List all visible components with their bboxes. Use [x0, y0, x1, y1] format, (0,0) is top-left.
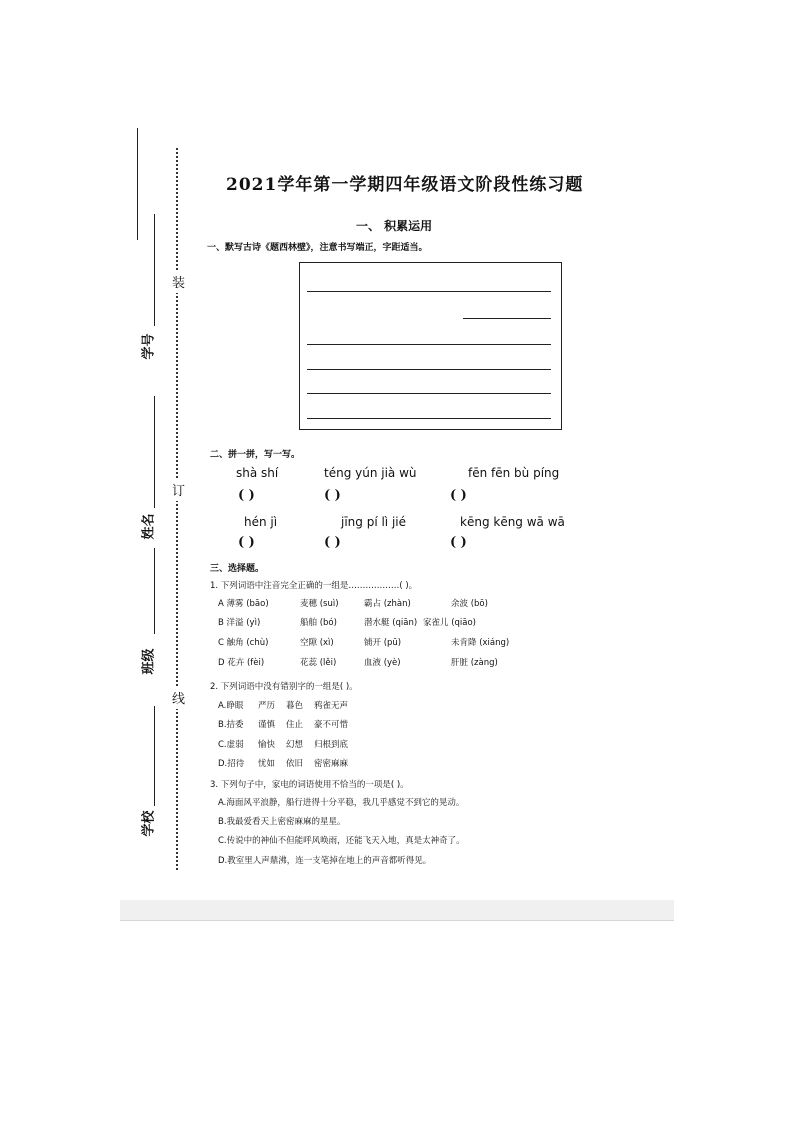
option-cell: 未肯降 (xiáng): [451, 638, 510, 648]
option-cell: 空隙 (xì): [300, 638, 334, 648]
sentence-option: B.我最爱看天上密密麻麻的星星。: [218, 817, 346, 827]
option-cell: 幻想: [286, 740, 304, 750]
option-cell: 归根到底: [314, 740, 349, 750]
student-id-label: 学号: [141, 333, 157, 360]
option-cell: 麦穗 (suì): [300, 599, 339, 609]
pinyin-item: fēn fēn bù píng: [468, 466, 560, 480]
writing-line: [307, 369, 551, 370]
page-footer-band: [120, 900, 674, 921]
option-cell: 铺开 (pū): [364, 638, 402, 648]
sentence-option: A.海面风平浪静，船行进得十分平稳，我几乎感觉不到它的晃动。: [218, 798, 465, 808]
option-cell: 密密麻麻: [314, 759, 349, 769]
option-cell: 血液 (yè): [364, 658, 401, 668]
option-cell: D.招待: [218, 759, 245, 769]
pinyin-item: hén jì: [244, 515, 278, 529]
option-cell: 霸占 (zhàn): [364, 599, 411, 609]
question-2-heading: 二、拼一拼，写一写。: [210, 450, 301, 460]
writing-line: [307, 418, 551, 419]
school-label: 学校: [141, 810, 157, 837]
option-cell: 船舶 (bó): [300, 618, 337, 628]
option-cell: C 触角 (chù): [218, 638, 269, 648]
option-cell: 鸦雀无声: [314, 701, 349, 711]
option-cell: 豪不可惜: [314, 720, 349, 730]
page-title: 2021学年第一学期四年级语文阶段性练习题: [226, 175, 584, 195]
option-cell: B 洋溢 (yì): [218, 618, 261, 628]
writing-line: [307, 344, 551, 345]
option-cell: 谨慎: [258, 720, 276, 730]
binding-dotted-line: [176, 148, 178, 870]
option-cell: C.虚弱: [218, 740, 244, 750]
sub-question-3-stem: 3. 下列句子中，家电的词语使用不恰当的一项是( )。: [210, 780, 409, 790]
option-cell: 严历: [258, 701, 276, 711]
answer-blank[interactable]: ( ): [238, 535, 255, 550]
name-blank: [154, 396, 155, 508]
margin-top-line: [137, 128, 138, 240]
bind-char-xian: 线: [172, 686, 185, 709]
class-blank: [154, 548, 155, 634]
option-cell: 花蕊 (lěi): [300, 658, 337, 668]
pinyin-item: jīng pí lì jié: [341, 515, 407, 529]
option-cell: 暮色: [286, 701, 304, 711]
pinyin-item: kēng kēng wā wā: [460, 515, 565, 529]
option-cell: 愉快: [258, 740, 276, 750]
bind-char-zhuang: 装: [172, 270, 185, 293]
option-cell: B.拮委: [218, 720, 244, 730]
answer-blank[interactable]: ( ): [450, 488, 467, 503]
writing-line: [307, 393, 551, 394]
answer-blank[interactable]: ( ): [324, 488, 341, 503]
option-cell: 住止: [286, 720, 304, 730]
option-cell: D 花卉 (fèi): [218, 658, 265, 668]
option-cell: A.睁眼: [218, 701, 244, 711]
writing-line: [307, 291, 551, 292]
student-id-blank: [154, 214, 155, 326]
option-cell: A 薄雾 (bāo): [218, 599, 269, 609]
option-cell: 家雀儿 (qiāo): [423, 618, 477, 628]
name-label: 姓名: [141, 513, 157, 540]
question-1-heading: 一、默写古诗《题西林壁》，注意书写端正，字距适当。: [207, 243, 428, 253]
option-cell: 肝脏 (zàng): [451, 658, 498, 668]
answer-blank[interactable]: ( ): [450, 535, 467, 550]
class-label: 班级: [141, 648, 157, 675]
sub-question-2-stem: 2. 下列词语中没有错别字的一组是( )。: [210, 682, 358, 692]
writing-line: [463, 318, 551, 319]
sub-question-1-stem: 1. 下列词语中注音完全正确的一组是………………( )。: [210, 581, 418, 591]
question-3-heading: 三、选择题。: [210, 564, 265, 574]
option-cell: 忧如: [258, 759, 276, 769]
sentence-option: D.教室里人声鼎沸，连一支笔掉在地上的声音都听得见。: [218, 856, 432, 866]
answer-blank[interactable]: ( ): [238, 488, 255, 503]
sentence-option: C.传说中的神仙不但能呼风唤雨，还能飞天入地，真是太神奇了。: [218, 836, 465, 846]
section-heading: 一、 积累运用: [356, 219, 433, 233]
answer-blank[interactable]: ( ): [324, 535, 341, 550]
bind-char-ding: 订: [172, 478, 185, 501]
option-cell: 依旧: [286, 759, 304, 769]
option-cell: 潜水艇 (qiān): [364, 618, 418, 628]
option-cell: 余波 (bō): [451, 599, 488, 609]
school-blank: [154, 706, 155, 806]
pinyin-item: téng yún jià wù: [324, 466, 417, 480]
pinyin-item: shà shí: [236, 466, 279, 480]
poem-writing-box[interactable]: [299, 262, 562, 430]
